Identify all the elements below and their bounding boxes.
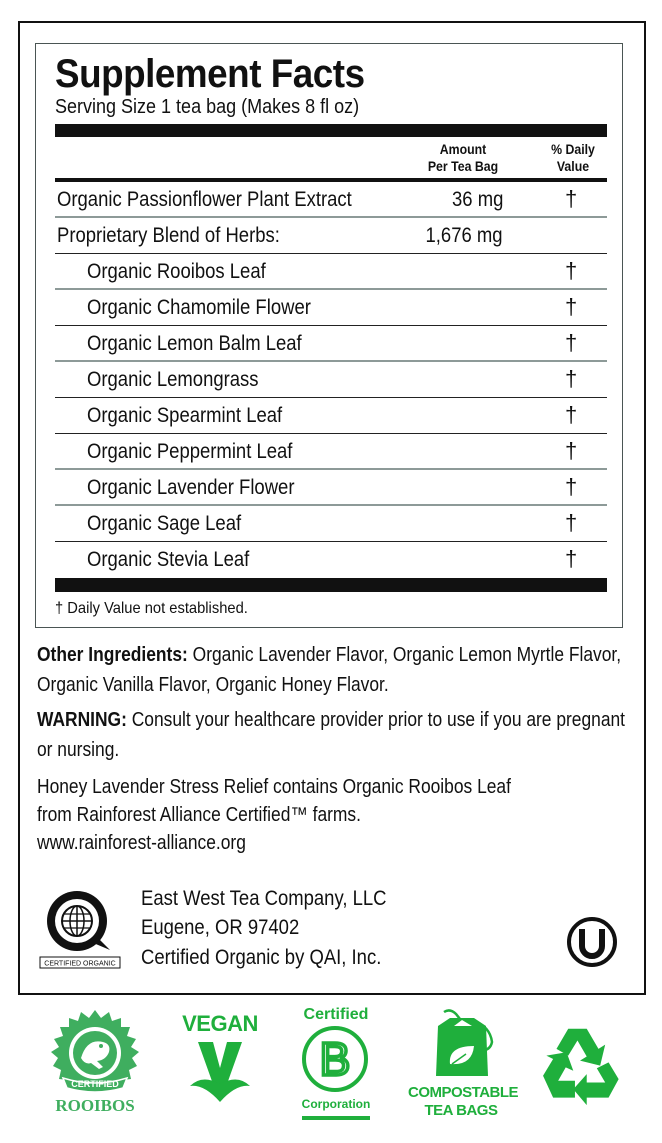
svg-text:B: B bbox=[319, 1033, 351, 1085]
vegan-badge bbox=[175, 1012, 265, 1102]
company-name: East West Tea Company, LLC bbox=[141, 887, 387, 910]
rainforest-alliance-badge bbox=[45, 1008, 145, 1118]
table-row: Organic Lavender Flower † bbox=[55, 470, 607, 506]
table-row: Organic Sage Leaf † bbox=[55, 506, 607, 542]
b-corp-circle-icon bbox=[298, 1026, 374, 1092]
svg-text:CERTIFIED: CERTIFIED bbox=[71, 1079, 119, 1089]
table-row: Organic Lemon Balm Leaf † bbox=[55, 326, 607, 362]
bcorp-corporation: Corporation bbox=[301, 1097, 371, 1111]
table-row: Organic Spearmint Leaf † bbox=[55, 398, 607, 434]
table-row: Organic Rooibos Leaf † bbox=[55, 254, 607, 290]
qai-globe-icon bbox=[36, 890, 124, 970]
vegan-v-leaf-icon bbox=[175, 1040, 265, 1104]
vegan-title: VEGAN bbox=[182, 1011, 258, 1036]
table-row: Organic Peppermint Leaf † bbox=[55, 434, 607, 470]
column-header-amount: Amount Per Tea Bag bbox=[427, 141, 499, 174]
compostable-tea-bags-badge bbox=[408, 1006, 519, 1122]
other-ingredients: Other Ingredients: Organic Lavender Flavor, Organic Lemon Myrtle Flavor, Organic Vanilla Flavor, Organic Honey Flavor. bbox=[37, 644, 622, 696]
rainforest-url[interactable]: www.rainforest-alliance.org bbox=[37, 832, 246, 854]
recycle-arrows-icon bbox=[538, 1022, 622, 1106]
b-corporation-badge bbox=[298, 1006, 374, 1124]
bcorp-certified: Certified bbox=[303, 1006, 369, 1023]
rainforest-note: Honey Lavender Stress Relief contains Organic Rooibos Leaf from Rainforest Alliance Certified™ farms. www.rainforest-alliance.org bbox=[37, 773, 629, 857]
organic-certification: Certified Organic by QAI, Inc. bbox=[141, 946, 382, 969]
kosher-ou-icon bbox=[566, 916, 618, 968]
svg-text:CERTIFIED ORGANIC: CERTIFIED ORGANIC bbox=[44, 960, 116, 968]
bcorp-underline bbox=[302, 1116, 370, 1120]
compostable-line2: TEA BAGS bbox=[424, 1102, 498, 1119]
footnote: † Daily Value not established. bbox=[55, 600, 248, 617]
table-row: Organic Passionflower Plant Extract 36 mg † bbox=[55, 182, 607, 218]
recycle-badge bbox=[538, 1022, 622, 1106]
column-header-daily-value: % Daily Value bbox=[551, 141, 595, 174]
rooibos-caption: ROOIBOS bbox=[55, 1096, 135, 1115]
thick-rule-bottom bbox=[55, 578, 607, 592]
panel-title: Supplement Facts bbox=[55, 52, 365, 96]
compostable-line1: COMPOSTABLE bbox=[408, 1084, 519, 1101]
serving-size: Serving Size 1 tea bag (Makes 8 fl oz) bbox=[55, 96, 360, 118]
warning: WARNING: Consult your healthcare provider prior to use if you are pregnant or nursing. bbox=[37, 709, 626, 761]
tea-bag-leaf-icon bbox=[408, 1006, 514, 1082]
rainforest-frog-seal-icon bbox=[45, 1008, 145, 1100]
table-row: Proprietary Blend of Herbs: 1,676 mg bbox=[55, 218, 607, 254]
thick-rule-top bbox=[55, 124, 607, 137]
qai-certified-organic-logo bbox=[36, 890, 124, 970]
table-row: Organic Stevia Leaf † bbox=[87, 546, 578, 571]
table-row: Organic Lemongrass † bbox=[55, 362, 607, 398]
table-row: Organic Chamomile Flower † bbox=[55, 290, 607, 326]
company-address: Eugene, OR 97402 bbox=[141, 916, 300, 939]
